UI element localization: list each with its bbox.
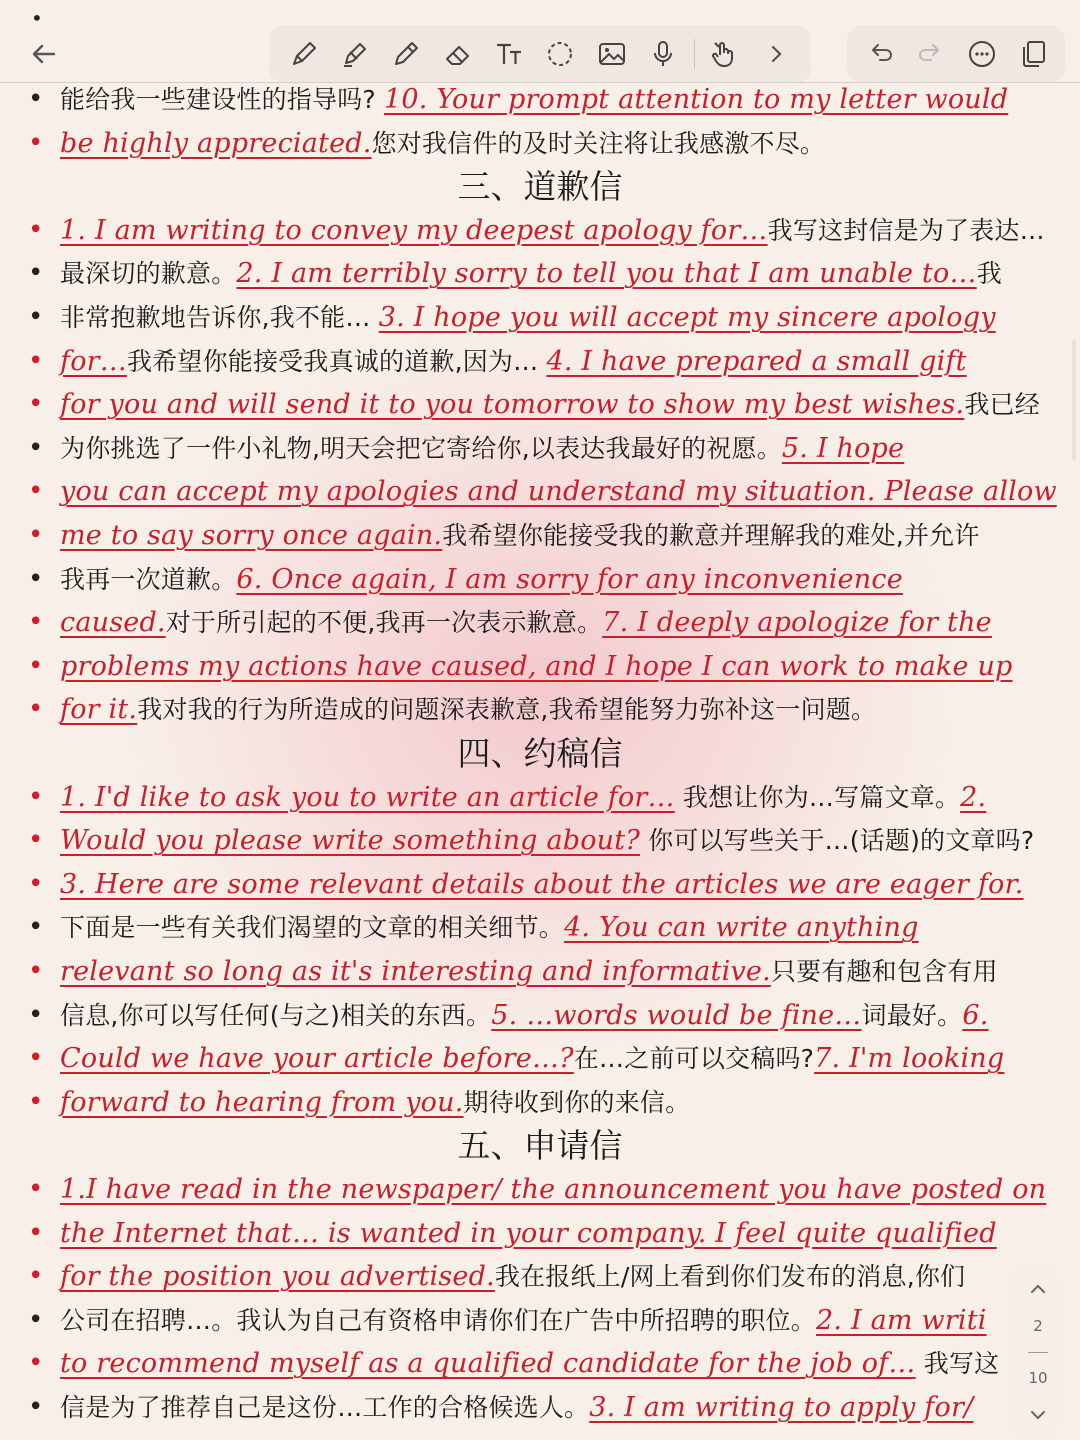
- note-line: [0, 514, 1080, 558]
- line-text: [60, 601, 992, 645]
- note-line: [0, 601, 1080, 645]
- bullet-point: •: [28, 607, 44, 638]
- line-text: [60, 1037, 1004, 1081]
- page-navigator: [1012, 1268, 1064, 1436]
- english-phrase: 5. …words would be fine…: [491, 999, 862, 1031]
- line-text: [60, 645, 1013, 689]
- note-line: [0, 1299, 1080, 1343]
- chinese-translation: 我写这: [915, 1349, 1000, 1379]
- bullet-point: •: [28, 563, 44, 594]
- chinese-translation: 期待收到你的来信。: [463, 1087, 691, 1117]
- chevron-down-icon[interactable]: [1027, 1404, 1049, 1426]
- section-heading: 五、申请信: [457, 1126, 623, 1166]
- bullet-point: •: [28, 1392, 44, 1422]
- current-page: 2: [1033, 1316, 1043, 1335]
- image-tool-button[interactable]: [591, 33, 633, 75]
- line-text: [60, 863, 1024, 907]
- chinese-translation: 我写这封信是为了表达…: [767, 215, 1045, 245]
- chinese-translation: 我在报纸上/网上看到你们发布的消息,你们: [494, 1262, 966, 1292]
- note-line: [0, 1342, 1080, 1386]
- english-phrase: the Internet that… is wanted in your company. I feel quite qualified: [60, 1217, 997, 1249]
- bullet-point: •: [28, 214, 44, 245]
- microphone-tool-button[interactable]: [642, 33, 684, 75]
- page-divider: [1028, 1352, 1048, 1353]
- bullet-point: •: [28, 868, 44, 899]
- chinese-translation: 最深切的歉意。: [60, 259, 237, 289]
- tool-palette: [270, 26, 810, 82]
- chinese-translation: 非常抱歉地告诉你,我不能…: [60, 303, 379, 332]
- bullet-point: •: [28, 1304, 44, 1335]
- note-line: [0, 1255, 1080, 1299]
- more-icon: [966, 38, 998, 70]
- section-heading: 三、道歉信: [457, 167, 623, 207]
- line-text: [60, 994, 989, 1038]
- section-heading: 四、约稿信: [457, 734, 623, 773]
- line-text: [60, 1342, 999, 1386]
- pen-icon: [288, 38, 320, 70]
- toolbar-expand-button[interactable]: [755, 33, 797, 75]
- english-phrase: Would you please write something about?: [60, 825, 640, 857]
- bullet-point: •: [28, 1348, 44, 1379]
- bullet-point: •: [28, 1261, 44, 1292]
- line-text: [60, 296, 996, 340]
- note-line: [0, 78, 1080, 122]
- chinese-translation: 为你挑选了一件小礼物,明天会把它寄给你,以表达我最好的祝愿。: [60, 433, 782, 463]
- line-text: [60, 514, 980, 558]
- english-phrase: 6. Once again, I am sorry for any inconvenience: [236, 563, 903, 595]
- chinese-translation: 我想让你为…写篇文章。: [674, 782, 961, 812]
- bullet-point: •: [28, 1217, 44, 1248]
- bullet-point: •: [28, 912, 44, 943]
- note-line: [0, 383, 1080, 427]
- note-line: [0, 252, 1080, 296]
- line-text: [60, 1255, 965, 1299]
- english-phrase: 7. I'm looking: [814, 1043, 1005, 1075]
- english-phrase: 6.: [962, 999, 989, 1031]
- note-line: [0, 776, 1080, 820]
- line-text: [60, 950, 998, 994]
- note-line: [0, 950, 1080, 994]
- note-line: [0, 688, 1080, 732]
- chevron-up-icon[interactable]: [1027, 1278, 1049, 1300]
- highlighter-icon: [339, 38, 371, 70]
- english-phrase: 7. I deeply apologize for the: [602, 607, 992, 639]
- line-text: [60, 1168, 1046, 1212]
- more-button[interactable]: [961, 33, 1003, 75]
- redo-icon: [915, 38, 947, 70]
- english-phrase: 4. You can write anything: [564, 912, 919, 944]
- note-line: [0, 645, 1080, 689]
- chinese-translation: 只要有趣和包含有用: [770, 957, 998, 986]
- bullet-point: •: [28, 825, 44, 856]
- english-phrase: 3. I hope you will accept my sincere apology: [378, 302, 996, 333]
- pages-icon: [1017, 38, 1049, 70]
- english-phrase: 5. I hope: [781, 432, 905, 464]
- top-toolbar: [0, 0, 1080, 82]
- chinese-translation: 在…之前可以交稿吗?: [573, 1044, 815, 1074]
- image-icon: [596, 38, 628, 70]
- chinese-translation: 对于所引起的不便,我再一次表示歉意。: [165, 608, 603, 638]
- note-line: [0, 427, 1080, 471]
- english-phrase: for you and will send it to you tomorrow to show my best wishes.: [60, 389, 965, 421]
- undo-button[interactable]: [859, 33, 901, 75]
- english-phrase: for it.: [60, 694, 138, 726]
- english-phrase: to recommend myself as a qualified candidate for the job of…: [60, 1348, 916, 1380]
- note-line: [0, 863, 1080, 907]
- chinese-translation: 词最好。: [861, 1000, 963, 1030]
- line-text: [60, 688, 876, 732]
- undo-icon: [864, 38, 896, 70]
- chevron-right-icon: [760, 38, 792, 70]
- line-text: [60, 209, 1045, 253]
- english-phrase: 2. I am writi: [816, 1304, 987, 1336]
- text-tool-button[interactable]: [488, 33, 530, 75]
- note-line: [0, 994, 1080, 1038]
- line-text: [60, 906, 919, 950]
- note-line: [0, 558, 1080, 602]
- english-phrase: forward to hearing from you.: [60, 1086, 464, 1118]
- highlighter-tool-button[interactable]: [334, 33, 376, 75]
- bullet-point: •: [28, 520, 44, 550]
- chinese-translation: 信息,你可以写任何(与之)相关的东西。: [60, 1000, 492, 1030]
- chinese-translation: 公司在招聘…。我认为自己有资格申请你们在广告中所招聘的职位。: [60, 1305, 817, 1335]
- bullet-point: •: [28, 476, 44, 507]
- english-phrase: relevant so long as it's interesting and informative.: [60, 956, 771, 987]
- action-palette: [848, 26, 1064, 82]
- english-phrase: me to say sorry once again.: [60, 520, 443, 551]
- pages-button[interactable]: [1012, 33, 1054, 75]
- note-line: [0, 296, 1080, 340]
- touch-draw-button[interactable]: [704, 33, 746, 75]
- line-text: [60, 383, 1040, 427]
- bullet-point: •: [28, 389, 44, 420]
- text-icon: [493, 38, 525, 70]
- note-line: [0, 340, 1080, 384]
- chinese-translation: 能给我一些建设性的指导吗?: [60, 85, 385, 114]
- pencil-icon: [390, 38, 422, 70]
- english-phrase: 1. I'd like to ask you to write an article for…: [60, 781, 675, 813]
- english-phrase: 2. I am terribly sorry to tell you that I am unable to…: [236, 258, 977, 290]
- redo-button[interactable]: [910, 33, 952, 75]
- note-line: [0, 122, 1080, 166]
- line-text: [60, 558, 903, 602]
- eraser-tool-button[interactable]: [437, 33, 479, 75]
- line-text: [60, 776, 986, 820]
- hand-touch-icon: [709, 38, 741, 70]
- bullet-point: •: [28, 694, 44, 725]
- english-phrase: 4. I have prepared a small gift: [546, 345, 967, 377]
- line-text: [60, 122, 825, 166]
- english-phrase: 1. I am writing to convey my deepest apology for…: [60, 214, 768, 246]
- scrollbar[interactable]: [1072, 340, 1076, 460]
- bullet-point: •: [28, 345, 44, 376]
- pen-tool-button[interactable]: [283, 33, 325, 75]
- bullet-point: •: [28, 84, 44, 114]
- line-text: [60, 252, 1002, 296]
- bullet-point: •: [28, 258, 44, 289]
- english-phrase: for the position you advertised.: [60, 1261, 495, 1293]
- bullet-point: •: [28, 127, 44, 158]
- chinese-translation: 我希望你能接受我真诚的道歉,因为…: [126, 346, 547, 376]
- english-phrase: problems my actions have caused, and I hope I can work to make up: [60, 650, 1013, 682]
- chinese-translation: 我对我的行为所造成的问题深表歉意,我希望能努力弥补这一问题。: [137, 695, 877, 725]
- line-text: [60, 1212, 997, 1256]
- note-line: [0, 1386, 1080, 1430]
- note-line: [0, 906, 1080, 950]
- line-text: [60, 340, 967, 384]
- line-text: [60, 1299, 987, 1343]
- eraser-icon: [442, 38, 474, 70]
- chinese-translation: 下面是一些有关我们渴望的文章的相关细节。: [60, 913, 565, 943]
- total-pages: 10: [1028, 1369, 1048, 1388]
- note-line: [0, 1168, 1080, 1212]
- note-line: [0, 1037, 1080, 1081]
- bullet-point: •: [28, 432, 44, 463]
- chinese-translation: 我: [976, 259, 1002, 289]
- bullet-point: •: [28, 999, 44, 1030]
- chinese-translation: 我希望你能接受我的歉意并理解我的难处,并允许: [442, 521, 980, 550]
- english-phrase: you can accept my apologies and understand my situation. Please allow: [60, 476, 1057, 508]
- english-phrase: Could we have your article before…?: [60, 1043, 574, 1075]
- chinese-translation: 你可以写些关于…(话题)的文章吗?: [640, 826, 1035, 856]
- chinese-translation: 我再一次道歉。: [60, 564, 237, 594]
- toolbar-separator: [694, 39, 695, 69]
- chinese-translation: 您对我信件的及时关注将让我感激不尽。: [371, 128, 826, 158]
- english-phrase: be highly appreciated.: [60, 127, 372, 159]
- note-line: [0, 470, 1080, 514]
- bullet-point: •: [28, 956, 44, 986]
- english-phrase: 2.: [960, 781, 987, 813]
- status-dot: •: [31, 6, 43, 30]
- note-line: [0, 1212, 1080, 1256]
- back-arrow-icon: [29, 39, 59, 69]
- bullet-point: •: [28, 1043, 44, 1074]
- english-phrase: 3. I am writing to apply for/: [589, 1392, 974, 1423]
- line-text: [60, 427, 904, 471]
- microphone-icon: [647, 38, 679, 70]
- lasso-tool-button[interactable]: [539, 33, 581, 75]
- back-button[interactable]: [20, 30, 68, 78]
- chinese-translation: 我已经: [964, 390, 1040, 420]
- bullet-point: •: [28, 1174, 44, 1204]
- english-phrase: caused.: [60, 607, 166, 639]
- bullet-point: •: [28, 1086, 44, 1117]
- chinese-translation: 信是为了推荐自己是这份…工作的合格候选人。: [60, 1393, 590, 1422]
- note-line: [0, 209, 1080, 253]
- line-text: [60, 1386, 973, 1430]
- line-text: [60, 819, 1034, 863]
- bullet-point: •: [28, 302, 44, 332]
- line-text: [60, 1081, 690, 1125]
- note-line: [0, 819, 1080, 863]
- lasso-icon: [544, 38, 576, 70]
- line-text: [60, 470, 1057, 514]
- pencil-tool-button[interactable]: [385, 33, 427, 75]
- line-text: [60, 78, 1008, 122]
- english-phrase: 3. Here are some relevant details about the articles we are eager for.: [60, 868, 1024, 900]
- english-phrase: for…: [60, 345, 127, 377]
- english-phrase: 10. Your prompt attention to my letter would: [384, 84, 1009, 115]
- bullet-point: •: [28, 650, 44, 681]
- english-phrase: 1.I have read in the newspaper/ the announcement you have posted on: [60, 1174, 1047, 1205]
- note-line: [0, 1081, 1080, 1125]
- bullet-point: •: [28, 781, 44, 812]
